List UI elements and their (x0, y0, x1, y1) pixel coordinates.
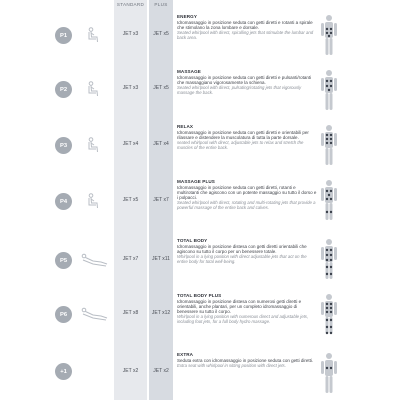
standard-jet-count: JET x4 (122, 141, 139, 147)
program-badge: P5 (55, 252, 72, 269)
plus-header: PLUS (154, 2, 168, 7)
standard-jet-count: JET x3 (122, 85, 139, 91)
body-jets-diagram-icon (318, 238, 340, 282)
standard-jet-count: JET x7 (122, 256, 139, 262)
program-title: MASSAGE (177, 69, 201, 74)
body-jets-diagram-icon (318, 14, 340, 58)
lying-position-icon (79, 305, 109, 323)
program-title: ENERGY (177, 14, 198, 19)
italian-description: Idromassaggio in posizione distesa con numerosi getti diretti e orientabili, anche plantari, per un completo idromassaggio di benessere su tutto il corpo. (177, 298, 302, 314)
seated-position-icon (79, 192, 109, 210)
program-title: EXTRA (177, 352, 194, 357)
program-description (177, 293, 317, 324)
program-description (177, 124, 317, 150)
standard-jet-count: JET x2 (122, 368, 139, 374)
standard-header: STANDARD (116, 2, 145, 7)
plus-jet-count: JET x4 (153, 141, 169, 147)
english-description: seated whirlpool with direct, adjustable jets to relax and stretch the muscles of the entire back. (177, 139, 304, 150)
seated-position-icon (79, 26, 109, 44)
italian-description: Idromassaggio in posizione seduta con getti diretti e rotanti a spirale che stimolano la zona lombare e dorsale. (177, 19, 313, 30)
body-jets-diagram-icon (318, 124, 340, 168)
program-title: MASSAGE PLUS (177, 179, 215, 184)
program-title: TOTAL BODY PLUS (177, 293, 222, 298)
program-badge: P6 (55, 306, 72, 323)
program-title: TOTAL BODY (177, 238, 208, 243)
seated-position-icon (79, 136, 109, 154)
program-badge: P1 (55, 27, 72, 44)
body-jets-diagram-icon (318, 179, 340, 223)
italian-description: Seduta extra con idromassaggio in posizione seduta con getti diretti. (177, 357, 314, 363)
standard-jet-count: JET x8 (122, 310, 139, 316)
english-description: Whirlpool in a lying position with numerous direct and adjustable jets, including foot jets, for a full body hydro massage. (177, 313, 309, 324)
italian-description: Idromassaggio in posizione seduta con getti diretti e pulsanti/rotanti che massaggiano vigorosamente la schiena. (177, 74, 312, 85)
plus-jet-count: JET x2 (153, 368, 169, 374)
program-badge: P4 (55, 193, 72, 210)
plus-jet-count: JET x7 (153, 197, 169, 203)
program-description (177, 179, 317, 210)
program-badge: +1 (55, 363, 72, 380)
plus-jet-count: JET x12 (151, 310, 171, 316)
seated-position-icon (79, 80, 109, 98)
english-description: Extra seat with whirlpool in sitting position with direct jets. (177, 362, 286, 368)
program-title: RELAX (177, 124, 194, 129)
program-badge: P2 (55, 81, 72, 98)
standard-jet-count: JET x5 (122, 197, 139, 203)
body-jets-diagram-icon (318, 69, 340, 113)
english-description: Seated whirlpool with direct, spiralling jets that stimulate the lumbar and back area. (177, 29, 314, 40)
program-description (177, 14, 317, 40)
italian-description: Idromassaggio in posizione seduta con getti diretti, rotanti e multirotanti che agiscono con un potente massaggio su tutto il dorso e i polpacci. (177, 184, 317, 200)
lying-position-icon (79, 251, 109, 269)
english-description: Seated whirlpool with direct, rotating and multi-rotating jets that provide a powerful massage of the entire back and calves. (177, 199, 316, 210)
plus-jet-count: JET x5 (153, 85, 169, 91)
standard-jet-count: JET x3 (122, 31, 139, 37)
body-jets-diagram-icon (318, 293, 340, 337)
english-description: Whirlpool in a lying position with direct adjustable jets that act on the entire body for total well-being. (177, 253, 307, 264)
plus-jet-count: JET x5 (153, 31, 169, 37)
program-description (177, 352, 317, 368)
program-badge: P3 (55, 137, 72, 154)
plus-jet-count: JET x11 (152, 256, 170, 262)
italian-description: Idromassaggio in posizione seduta con getti diretti e orientabili per rilassare e distendere la muscolatura di tutta la parte dorsale. (177, 129, 309, 140)
body-jets-diagram-icon (318, 352, 340, 396)
program-description (177, 69, 317, 95)
english-description: Seated whirlpool with direct, pulsating/rotating jets that vigorously massage the back. (177, 84, 302, 95)
italian-description: Idromassaggio in posizione distesa con getti diretti orientabili che agiscono su tutto il corpo per un benessere totale. (177, 243, 307, 254)
program-description (177, 238, 317, 264)
